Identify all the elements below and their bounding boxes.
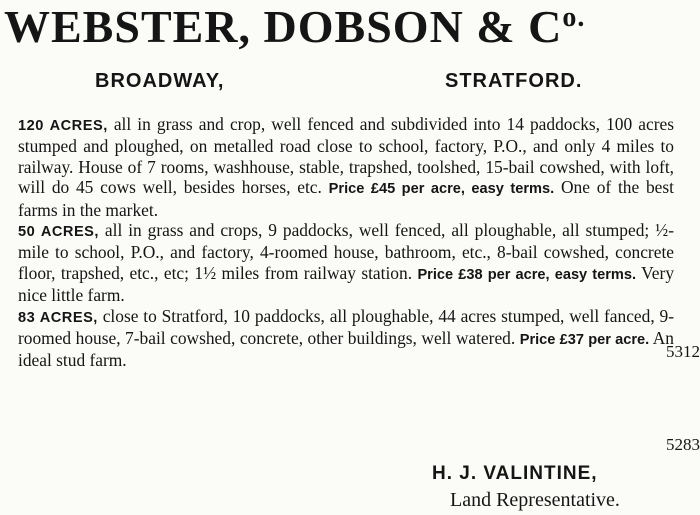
location-stratford: STRATFORD. [445, 70, 583, 92]
location-broadway: BROADWAY, [95, 70, 225, 92]
listing-description: close to Stratford, 10 paddocks, all ploughable, 44 acres stumped, well fanced, 9-roomed house, 7-bail cowshed, concrete, other buildings, well watered. [18, 305, 674, 349]
reference-number: 5283 [666, 435, 700, 454]
listing-remark: Very nice little farm. [18, 262, 675, 306]
firm-name: WEBSTER, DOBSON & C [4, 1, 563, 52]
listing-remark: One of the best farms in the market. [18, 177, 674, 220]
listing-price: Price £37 per acre. [519, 332, 650, 349]
listing-acres: 83 ACRES, [18, 309, 98, 326]
listing-price: Price £45 per acre, easy terms. [328, 181, 555, 198]
listing-price: Price £38 per acre, easy terms. [417, 266, 637, 283]
listing-50-acres [18, 220, 674, 306]
agent-title: Land Representative. [450, 489, 620, 511]
listing-remark: An ideal stud farm. [18, 328, 675, 371]
listing-83-acres [18, 306, 674, 371]
agent-name: H. J. VALINTINE, [432, 463, 598, 484]
reference-number: 5312 [666, 342, 700, 361]
listing-acres: 50 ACRES, [18, 224, 99, 241]
listing-120-acres [18, 114, 674, 220]
firm-name-superscript: o. [562, 2, 586, 33]
listings [18, 114, 674, 371]
firm-heading [4, 0, 585, 53]
listing-acres: 120 ACRES, [18, 118, 108, 134]
listing-description: all in grass and crop, well fenced and subdivided into 14 paddocks, 100 acres stumped and ploughed, on metalled road close to school, factory, P.O., and only 4 miles to railway. House of 7 rooms, washhouse, stable, trapshed, toolshed, 15-bail cowshed, with loft, will do 45 cows well, besides horses, etc. [18, 114, 674, 198]
listing-description: all in grass and crops, 9 paddocks, well fenced, all ploughable, all stumped; ½-mile to school, P.O., and factory, 4-roomed house, bathroom, etc., 8-bail cowshed, concrete floor, trapshed, etc., etc; 1½ miles from railway station. [18, 220, 674, 283]
